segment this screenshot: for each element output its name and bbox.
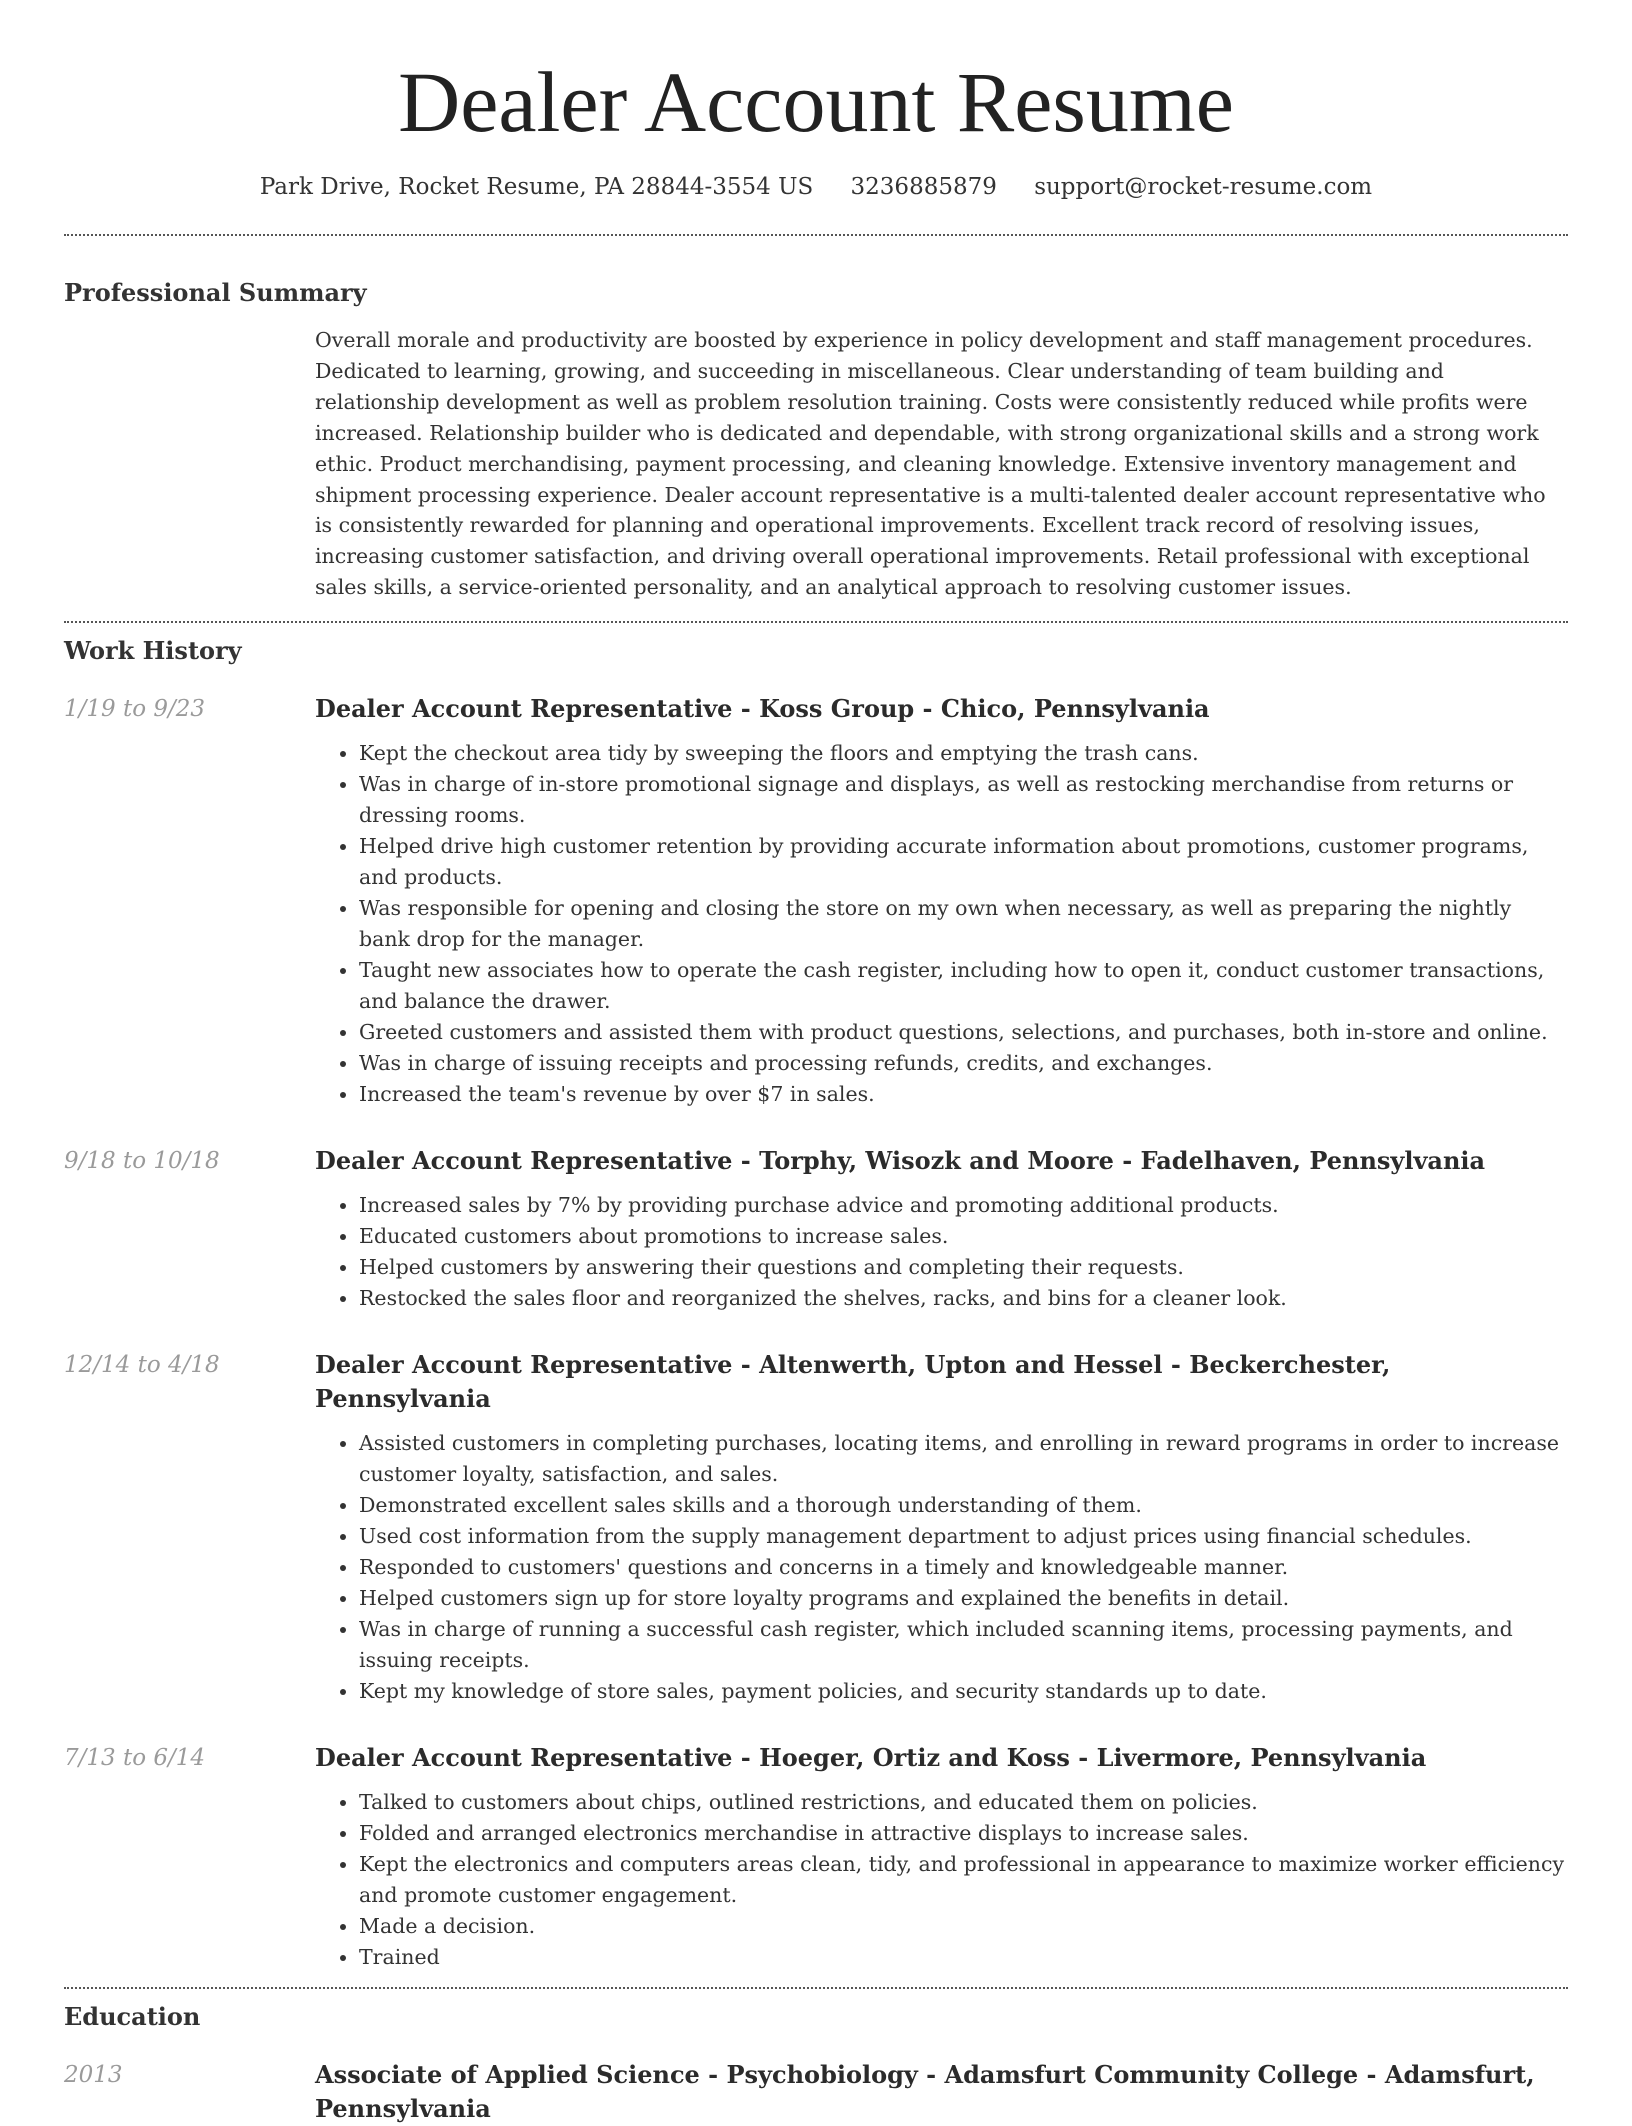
job-bullet: • Restocked the sales floor and reorganized the shelves, racks, and bins for a cleaner look.: [359, 1283, 1568, 1314]
job-bullet: • Talked to customers about chips, outlined restrictions, and educated them on policies.: [359, 1787, 1568, 1818]
education-title: Associate of Applied Science - Psychobiology - Adamsfurt Community College - Adamsfurt, Pennsylvania: [315, 2060, 1535, 2124]
job-bullets: [315, 738, 1568, 1110]
job-bullet: • Taught new associates how to operate the cash register, including how to open it, conduct customer transactions, and balance the drawer.: [359, 955, 1568, 1017]
job-bullet: • Folded and arranged electronics merchandise in attractive displays to increase sales.: [359, 1818, 1568, 1849]
contact-address: Park Drive, Rocket Resume, PA 28844-3554 US: [259, 174, 814, 200]
education-entry: [64, 2058, 1568, 2126]
resume-page: [64, 0, 1568, 2126]
job-bullet: • Was in charge of in-store promotional signage and displays, as well as restocking merchandise from returns or dressing rooms.: [359, 769, 1568, 831]
job-bullets: [315, 1428, 1568, 1707]
contact-phone: 3236885879: [850, 174, 997, 200]
job-bullet: • Trained: [359, 1942, 1568, 1973]
resume-title: Dealer Account Resume: [398, 54, 1234, 150]
job-bullet: • Helped customers by answering their questions and completing their requests.: [359, 1252, 1568, 1283]
summary-section: [315, 325, 1568, 603]
job-dates: 7/13 to 6/14: [64, 1745, 206, 1772]
job-bullet: • Greeted customers and assisted them with product questions, selections, and purchases, both in-store and online.: [359, 1017, 1568, 1048]
contact-email[interactable]: support@rocket-resume.com: [1034, 174, 1373, 200]
job-bullet: • Was responsible for opening and closing the store on my own when necessary, as well as preparing the nightly bank drop for the manager.: [359, 893, 1568, 955]
section-divider: [64, 1987, 1568, 1989]
work-history-heading: Work History: [64, 636, 242, 666]
education-heading: Education: [64, 2002, 201, 2032]
job-bullet: • Demonstrated excellent sales skills and a thorough understanding of them.: [359, 1490, 1568, 1521]
summary-text: Overall morale and productivity are boosted by experience in policy development and staff management procedures. Dedicated to learning, growing, and succeeding in miscellaneous. Clear understanding of team building and relationship development as well as problem resolution training. Costs were consistently reduced while profits were increased. Relationship builder who is dedicated and dependable, with strong organizational skills and a strong work ethic. Product merchandising, payment processing, and cleaning knowledge. Extensive inventory management and shipment processing experience. Dealer account representative is a multi-talented dealer account representative who is consistently rewarded for planning and operational improvements. Excellent track record of resolving issues, increasing customer satisfaction, and driving overall operational improvements. Retail professional with exceptional sales skills, a service-oriented personality, and an analytical approach to resolving customer issues.: [315, 328, 1546, 600]
job-bullet: • Assisted customers in completing purchases, locating items, and enrolling in reward programs in order to increase customer loyalty, satisfaction, and sales.: [359, 1428, 1568, 1490]
job-bullets: [315, 1787, 1568, 1973]
job-bullet: • Made a decision.: [359, 1911, 1568, 1942]
job-bullets: [315, 1190, 1568, 1314]
job-bullet: • Helped drive high customer retention by providing accurate information about promotions, customer programs, and products.: [359, 831, 1568, 893]
job-bullet: • Increased sales by 7% by providing purchase advice and promoting additional products.: [359, 1190, 1568, 1221]
job-title: Dealer Account Representative - Koss Group - Chico, Pennsylvania: [315, 694, 1210, 724]
job-bullet: • Was in charge of running a successful cash register, which included scanning items, processing payments, and issuing receipts.: [359, 1614, 1568, 1676]
education-dates: 2013: [64, 2062, 123, 2089]
job-dates: 12/14 to 4/18: [64, 1352, 220, 1379]
job-title: Dealer Account Representative - Torphy, Wisozk and Moore - Fadelhaven, Pennsylvania: [315, 1146, 1486, 1176]
job-entry: [64, 1144, 1568, 1314]
job-bullet: • Kept the electronics and computers areas clean, tidy, and professional in appearance to maximize worker efficiency and promote customer engagement.: [359, 1849, 1568, 1911]
job-bullet: • Responded to customers' questions and concerns in a timely and knowledgeable manner.: [359, 1552, 1568, 1583]
job-bullet: • Increased the team's revenue by over $7 in sales.: [359, 1079, 1568, 1110]
contact-line: [64, 170, 1568, 204]
job-entry: [64, 692, 1568, 1110]
job-bullet: • Used cost information from the supply management department to adjust prices using financial schedules.: [359, 1521, 1568, 1552]
job-title: Dealer Account Representative - Altenwerth, Upton and Hessel - Beckerchester, Pennsylvania: [315, 1350, 1391, 1414]
section-divider: [64, 621, 1568, 623]
section-divider: [64, 234, 1568, 236]
job-bullet: • Educated customers about promotions to increase sales.: [359, 1221, 1568, 1252]
job-entry: [64, 1348, 1568, 1707]
job-bullet: • Kept the checkout area tidy by sweeping the floors and emptying the trash cans.: [359, 738, 1568, 769]
job-title: Dealer Account Representative - Hoeger, Ortiz and Koss - Livermore, Pennsylvania: [315, 1743, 1427, 1773]
summary-heading: Professional Summary: [64, 278, 367, 307]
job-entry: [64, 1741, 1568, 1973]
job-dates: 1/19 to 9/23: [64, 696, 206, 723]
job-bullet: • Was in charge of issuing receipts and processing refunds, credits, and exchanges.: [359, 1048, 1568, 1079]
job-bullet: • Helped customers sign up for store loyalty programs and explained the benefits in detail.: [359, 1583, 1568, 1614]
job-dates: 9/18 to 10/18: [64, 1148, 220, 1175]
job-bullet: • Kept my knowledge of store sales, payment policies, and security standards up to date.: [359, 1676, 1568, 1707]
